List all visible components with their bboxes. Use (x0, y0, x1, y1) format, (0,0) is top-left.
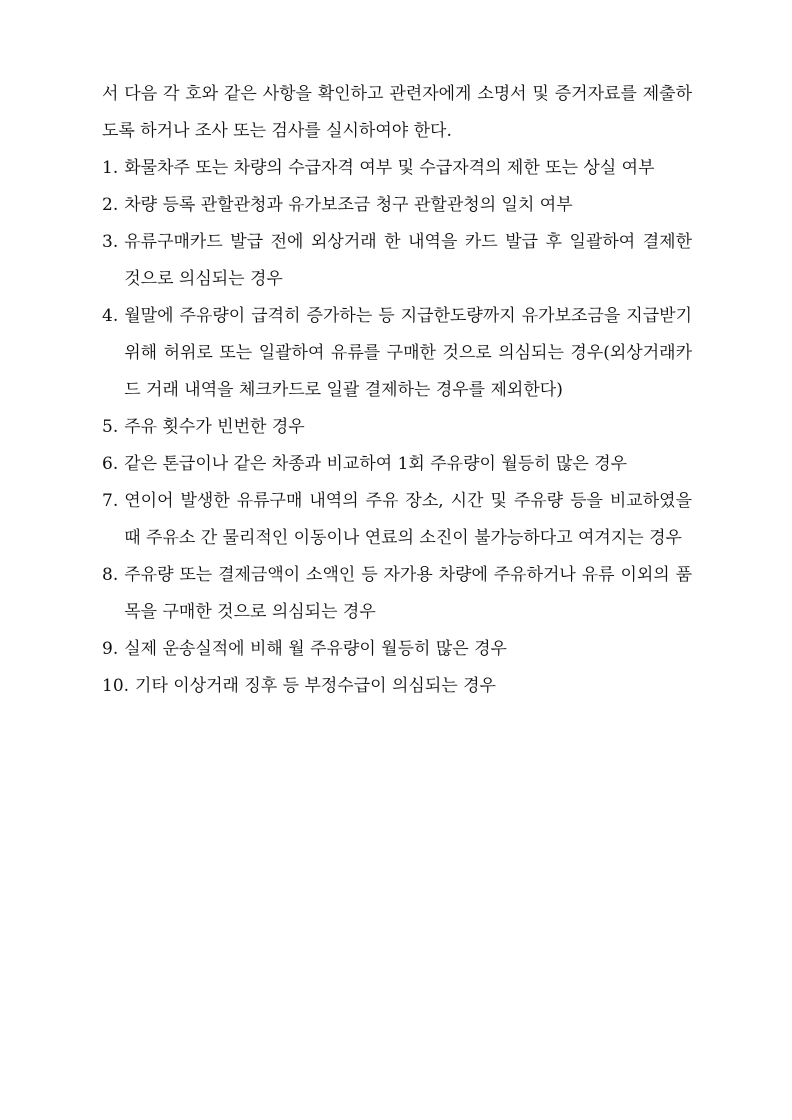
list-item-number: 8. (102, 565, 119, 585)
intro-paragraph: 서 다음 각 호와 같은 사항을 확인하고 관련자에게 소명서 및 증거자료를 제출하도록 하거나 조사 또는 검사를 실시하여야 한다. (102, 84, 692, 141)
list-item (102, 224, 692, 298)
list-item-number: 3. (102, 232, 119, 252)
list-item-text: 기타 이상거래 징후 등 부정수급이 의심되는 경우 (135, 676, 496, 696)
list-item-number: 10. (102, 676, 130, 696)
list-item-number: 2. (102, 195, 119, 215)
document-page (102, 76, 692, 705)
list-item-text: 유류구매카드 발급 전에 외상거래 한 내역을 카드 발급 후 일괄하여 결제한 것으로 의심되는 경우 (124, 232, 692, 289)
criteria-list (102, 150, 692, 705)
list-item-text: 주유 횟수가 빈번한 경우 (124, 417, 305, 437)
list-item-text: 실제 운송실적에 비해 월 주유량이 월등히 많은 경우 (124, 639, 507, 659)
list-item-number: 9. (102, 639, 119, 659)
list-item (102, 298, 692, 409)
list-item (102, 557, 692, 631)
list-item (102, 483, 692, 557)
list-item-number: 4. (102, 306, 119, 326)
list-item-text: 주유량 또는 결제금액이 소액인 등 자가용 차량에 주유하거나 유류 이외의 품목을 구매한 것으로 의심되는 경우 (124, 565, 692, 622)
list-item (102, 668, 692, 705)
list-item-number: 1. (102, 158, 119, 178)
list-item-text: 화물차주 또는 차량의 수급자격 여부 및 수급자격의 제한 또는 상실 여부 (124, 158, 655, 178)
list-item-text: 연이어 발생한 유류구매 내역의 주유 장소, 시간 및 주유량 등을 비교하였을 때 주유소 간 물리적인 이동이나 연료의 소진이 불가능하다고 여겨지는 경우 (124, 491, 692, 548)
list-item-text: 차량 등록 관할관청과 유가보조금 청구 관할관청의 일치 여부 (124, 195, 573, 215)
list-item (102, 187, 692, 224)
list-item (102, 631, 692, 668)
list-item-text: 같은 톤급이나 같은 차종과 비교하여 1회 주유량이 월등히 많은 경우 (124, 454, 628, 474)
list-item-number: 6. (102, 454, 119, 474)
list-item-text: 월말에 주유량이 급격히 증가하는 등 지급한도량까지 유가보조금을 지급받기 위해 허위로 또는 일괄하여 유류를 구매한 것으로 의심되는 경우(외상거래카드 거래 내역을 체크카드로 일괄 결제하는 경우를 제외한다) (124, 306, 692, 400)
list-item (102, 446, 692, 483)
list-item-number: 7. (102, 491, 119, 511)
list-item-number: 5. (102, 417, 119, 437)
list-item (102, 150, 692, 187)
list-item (102, 409, 692, 446)
